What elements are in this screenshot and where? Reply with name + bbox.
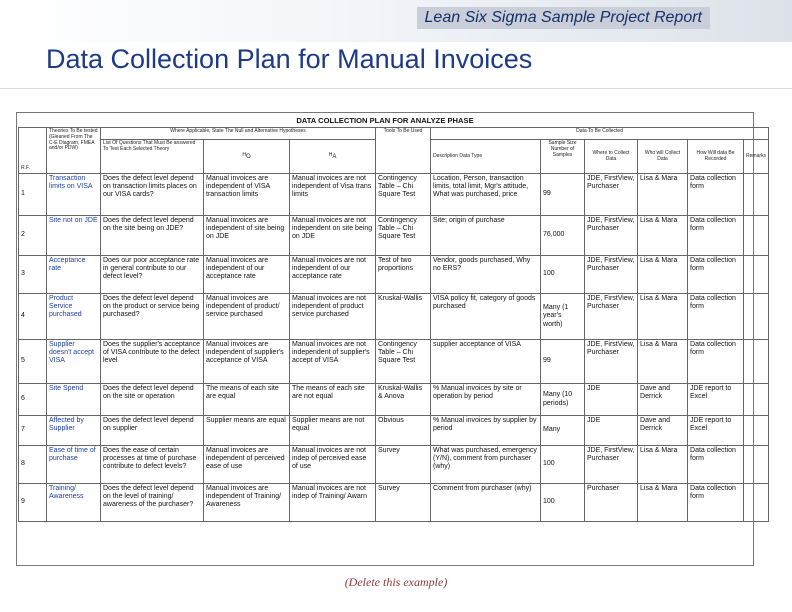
sample-size-cell: 100 <box>541 484 585 522</box>
remarks-cell <box>744 294 769 340</box>
header-data-group: Data To Be Collected <box>431 128 769 140</box>
where-cell: JDE, FirstView, Purchaser <box>585 294 638 340</box>
sample-size-cell: 100 <box>541 446 585 484</box>
question-cell: Does the ease of certain processes at time of purchase contribute to defect levels? <box>101 446 204 484</box>
null-hypothesis-cell: Manual invoices are independent of perceived ease of use <box>204 446 290 484</box>
null-hypothesis-cell: The means of each site are equal <box>204 384 290 416</box>
table-row <box>19 174 769 216</box>
header-how: How Will data Be Recorded <box>688 140 744 174</box>
tool-cell: Contingency Table – Chi Square Test <box>376 340 431 384</box>
tool-cell: Survey <box>376 484 431 522</box>
remarks-cell <box>744 174 769 216</box>
alt-hypothesis-cell: Manual invoices are not independent on site being on JDE <box>290 216 376 256</box>
who-cell: Dave and Derrick <box>638 416 688 446</box>
data-collection-plan-sheet <box>16 112 767 566</box>
who-cell: Lisa & Mara <box>638 340 688 384</box>
table-row <box>19 340 769 384</box>
alt-hypothesis-cell: The means of each site are not equal <box>290 384 376 416</box>
null-hypothesis-cell: Manual invoices are independent of site being on JDE <box>204 216 290 256</box>
question-cell: Does the defect level depend on the site being on JDE? <box>101 216 204 256</box>
row-number: 4 <box>19 294 47 340</box>
header-questions: List Of Questions That Must Be answered To Test Each Selected Theory <box>101 140 204 174</box>
row-number: 6 <box>19 384 47 416</box>
theory-cell: Product Service purchased <box>47 294 101 340</box>
data-type-cell: supplier acceptance of VISA <box>431 340 541 384</box>
tool-cell: Contingency Table – Chi Square Test <box>376 216 431 256</box>
plan-table-title: DATA COLLECTION PLAN FOR ANALYZE PHASE <box>296 116 474 125</box>
data-collection-plan-table <box>18 127 769 522</box>
tool-cell: Survey <box>376 446 431 484</box>
slide-title: Data Collection Plan for Manual Invoices <box>46 44 533 74</box>
null-hypothesis-cell: Supplier means are equal <box>204 416 290 446</box>
how-cell: Data collection form <box>688 484 744 522</box>
header-null-hypothesis: $H_O$ <box>204 140 290 174</box>
theory-cell: Transaction limits on VISA <box>47 174 101 216</box>
who-cell: Lisa & Mara <box>638 174 688 216</box>
alt-hypothesis-cell: Manual invoices are not indep of Training/ Awarn <box>290 484 376 522</box>
row-number: 3 <box>19 256 47 294</box>
row-number: 2 <box>19 216 47 256</box>
data-type-cell: Comment from purchaser (why) <box>431 484 541 522</box>
row-number: 8 <box>19 446 47 484</box>
delete-note: (Delete this example) <box>344 575 448 589</box>
where-cell: JDE, FirstView, Purchaser <box>585 174 638 216</box>
question-cell: Does the defect level depend on transaction limits places on our VISA cards? <box>101 174 204 216</box>
sample-size-cell: Many (10 periods) <box>541 384 585 416</box>
remarks-cell <box>744 484 769 522</box>
theory-cell: Site not on JDE <box>47 216 101 256</box>
who-cell: Lisa & Mara <box>638 256 688 294</box>
question-cell: Does the defect level depend on supplier <box>101 416 204 446</box>
header-who: Who will Collect Data <box>638 140 688 174</box>
alt-hypothesis-cell: Manual invoices are not independent of our acceptance rate <box>290 256 376 294</box>
question-cell: Does the defect level depend on the level of training/ awareness of the purchaser? <box>101 484 204 522</box>
who-cell: Lisa & Mara <box>638 484 688 522</box>
theory-cell: Supplier doesn't accept VISA <box>47 340 101 384</box>
remarks-cell <box>744 416 769 446</box>
header-tools: Tools To Be Used <box>376 128 431 174</box>
header-remarks: Remarks <box>744 140 769 174</box>
how-cell: Data collection form <box>688 174 744 216</box>
question-cell: Does the defect level depend on the product or service being purchased? <box>101 294 204 340</box>
header-row-number: R.F. <box>19 128 47 174</box>
where-cell: JDE <box>585 384 638 416</box>
header-hypotheses-group: Where Applicable, State The Null and Alternative Hypotheses <box>101 128 376 140</box>
how-cell: JDE report to Excel <box>688 416 744 446</box>
table-row <box>19 384 769 416</box>
null-hypothesis-cell: Manual invoices are independent of product/ service purchased <box>204 294 290 340</box>
where-cell: JDE <box>585 416 638 446</box>
sample-size-cell: 76,000 <box>541 216 585 256</box>
alt-hypothesis-cell: Supplier means are not equal <box>290 416 376 446</box>
theory-cell: Site Spend <box>47 384 101 416</box>
sample-size-cell: 100 <box>541 256 585 294</box>
sample-size-cell: Many <box>541 416 585 446</box>
data-type-cell: Vendor, goods purchased, Why no ERS? <box>431 256 541 294</box>
table-row <box>19 294 769 340</box>
table-row <box>19 446 769 484</box>
data-type-cell: VISA policy fit, category of goods purchased <box>431 294 541 340</box>
theory-cell: Acceptance rate <box>47 256 101 294</box>
theory-cell: Ease of time of purchase <box>47 446 101 484</box>
where-cell: JDE, FirstView, Purchaser <box>585 216 638 256</box>
data-type-cell: % Manual invoices by supplier by period <box>431 416 541 446</box>
question-cell: Does our poor acceptance rate in general contribute to our defect level? <box>101 256 204 294</box>
table-row <box>19 216 769 256</box>
row-number: 1 <box>19 174 47 216</box>
remarks-cell <box>744 446 769 484</box>
alt-hypothesis-cell: Manual invoices are not independent of product service purchased <box>290 294 376 340</box>
tool-cell: Test of two proportions <box>376 256 431 294</box>
header-data-type: Description Data Type <box>431 140 541 174</box>
null-hypothesis-cell: Manual invoices are independent of our acceptance rate <box>204 256 290 294</box>
where-cell: JDE, FirstView, Purchaser <box>585 446 638 484</box>
row-number: 7 <box>19 416 47 446</box>
alt-hypothesis-cell: Manual invoices are not independent of Visa trans limits <box>290 174 376 216</box>
remarks-cell <box>744 384 769 416</box>
data-type-cell: Site; origin of purchase <box>431 216 541 256</box>
how-cell: Data collection form <box>688 340 744 384</box>
who-cell: Lisa & Mara <box>638 446 688 484</box>
data-type-cell: What was purchased, emergency (Y/N), comment from purchaser (why) <box>431 446 541 484</box>
tool-cell: Kruskal-Wallis <box>376 294 431 340</box>
null-hypothesis-cell: Manual invoices are independent of VISA transaction limits <box>204 174 290 216</box>
header-alt-hypothesis: $H_A$ <box>290 140 376 174</box>
sample-size-cell: 99 <box>541 174 585 216</box>
tool-cell: Obvious <box>376 416 431 446</box>
theory-cell: Training/ Awareness <box>47 484 101 522</box>
sample-size-cell: Many (1 year's worth) <box>541 294 585 340</box>
alt-hypothesis-cell: Manual invoices are not independent of supplier's accept of VISA <box>290 340 376 384</box>
tool-cell: Kruskal-Wallis & Anova <box>376 384 431 416</box>
header-where: Where to Collect Data <box>585 140 638 174</box>
data-type-cell: % Manual invoices by site or operation by period <box>431 384 541 416</box>
question-cell: Does the defect level depend on the site or operation <box>101 384 204 416</box>
null-hypothesis-cell: Manual invoices are independent of supplier's acceptance of VISA <box>204 340 290 384</box>
who-cell: Dave and Derrick <box>638 384 688 416</box>
alt-hypothesis-cell: Manual invoices are not indep of perceived ease of use <box>290 446 376 484</box>
row-number: 5 <box>19 340 47 384</box>
who-cell: Lisa & Mara <box>638 216 688 256</box>
remarks-cell <box>744 340 769 384</box>
header-theories: Theories To Be tested (Gleaned From The C-E Diagram, FMEA and/or PDW) <box>47 128 101 174</box>
report-label: Lean Six Sigma Sample Project Report <box>417 7 710 29</box>
who-cell: Lisa & Mara <box>638 294 688 340</box>
null-hypothesis-cell: Manual invoices are independent of Training/ Awareness <box>204 484 290 522</box>
where-cell: JDE, FirstView, Purchaser <box>585 256 638 294</box>
remarks-cell <box>744 216 769 256</box>
how-cell: JDE report to Excel <box>688 384 744 416</box>
table-row <box>19 256 769 294</box>
theory-cell: Affected by Supplier <box>47 416 101 446</box>
where-cell: Purchaser <box>585 484 638 522</box>
header-sample-size: Sample Size Number of Samples <box>541 140 585 174</box>
table-header-row <box>19 128 769 140</box>
question-cell: Does the supplier's acceptance of VISA contribute to the defect level <box>101 340 204 384</box>
tool-cell: Contingency Table – Chi Square Test <box>376 174 431 216</box>
how-cell: Data collection form <box>688 216 744 256</box>
table-row <box>19 484 769 522</box>
sample-size-cell: 99 <box>541 340 585 384</box>
how-cell: Data collection form <box>688 256 744 294</box>
how-cell: Data collection form <box>688 446 744 484</box>
title-divider <box>0 88 792 89</box>
how-cell: Data collection form <box>688 294 744 340</box>
data-type-cell: Location, Person, transaction limits, total limit, Mgr's attitude, What was purchased, price <box>431 174 541 216</box>
table-row <box>19 416 769 446</box>
row-number: 9 <box>19 484 47 522</box>
remarks-cell <box>744 256 769 294</box>
where-cell: JDE, FirstView, Purchaser <box>585 340 638 384</box>
